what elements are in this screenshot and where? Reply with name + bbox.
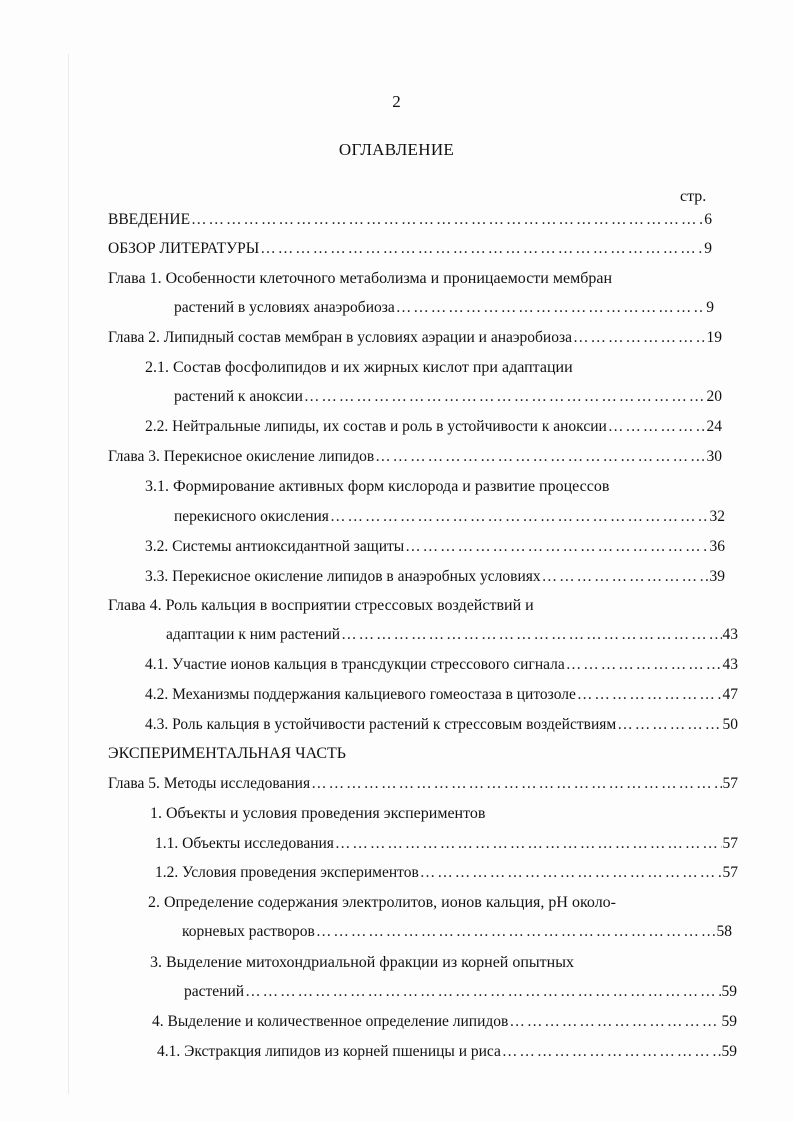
toc-entry [155,861,738,885]
toc-entry [145,565,725,589]
dot-leader [577,683,722,707]
toc-entry-page: 43 [722,626,738,643]
toc-entry [174,385,722,409]
toc-entry-title: растений к аноксии [174,388,303,405]
toc-entry [108,445,722,469]
dot-leader [335,832,722,856]
toc-entry-title: 3.3. Перекисное окисление липидов в анаэробных условиях [145,568,541,585]
toc-entry-title: 2.1. Состав фосфолипидов и их жирных кислот при адаптации [145,359,573,376]
toc-entry [145,713,738,737]
toc-entry [145,415,722,439]
dot-leader [375,445,705,469]
dot-leader [542,565,709,589]
toc-entry-title: адаптации к ним растений [166,626,341,643]
toc-entry-title: 2. Определение содержания электролитов, ионов кальция, рН около- [148,894,617,911]
dot-leader [405,535,708,559]
toc-entry-title: ОБЗОР ЛИТЕРАТУРЫ [108,240,260,257]
toc-entry-title: Глава 1. Особенности клеточного метаболизма и проницаемости мембран [108,270,612,287]
toc-entry-page: 39 [709,568,725,585]
toc-entry-page: 59 [721,1043,737,1060]
toc-entry-title: ВВЕДЕНИЕ [108,211,191,228]
toc-entry [155,832,738,856]
toc-entry [108,208,712,232]
dot-leader [330,505,709,529]
dot-leader [502,1040,721,1064]
toc-entry-title: 1.2. Условия проведения экспериментов [155,864,419,881]
toc-entry-page: 50 [722,716,738,733]
toc-entry-title: Глава 4. Роль кальция в восприятии стрессовых воздействий и [108,597,534,614]
toc-entry [108,237,712,261]
dot-leader [573,326,706,350]
toc-entry-page: 57 [722,835,738,852]
toc-entry-title: растений [184,983,245,1000]
dot-leader [396,296,706,320]
dot-leader [509,1010,720,1034]
toc-entry-title: 3.1. Формирование активных форм кислорода и развитие процессов [145,478,610,495]
toc-entry [174,505,725,529]
toc-entry [157,1040,737,1064]
toc-entry-page: 32 [709,508,725,525]
toc-entry-title: 4.1. Экстракция липидов из корней пшеницы и риса [157,1043,501,1060]
toc-entry-page: 9 [704,240,712,257]
toc-entry-title: растений в условиях анаэробиоза [174,299,395,316]
dot-leader [304,385,706,409]
toc-entry-title: 2.2. Нейтральные липиды, их состав и роль в устойчивости к аноксии [145,418,607,435]
dot-leader [260,237,703,261]
dot-leader [191,208,703,232]
toc-entry-title: Глава 3. Перекисное окисление липидов [108,448,375,465]
toc-entry-page: 20 [706,388,722,405]
toc-entry-page: 59 [721,1013,737,1030]
toc-entry-page: 43 [722,656,738,673]
toc-entry [174,296,714,320]
toc-entry [108,326,722,350]
toc-entry-page: 19 [706,329,722,346]
dot-leader [617,713,721,737]
dot-leader [566,653,722,677]
toc-entry-title: Глава 2. Липидный состав мембран в условиях аэрации и анаэробиоза [108,329,572,346]
toc-entry-title: 1.1. Объекты исследования [155,835,334,852]
dot-leader [341,623,721,647]
toc-entry [145,535,725,559]
dot-leader [608,415,706,439]
toc-entry-title: 4.2. Механизмы поддержания кальциевого гомеостаза в цитозоле [145,686,576,703]
toc-entry-page: 6 [704,211,712,228]
toc-entry [152,1010,737,1034]
dot-leader [420,861,722,885]
dot-leader [316,920,716,944]
toc-heading: ОГЛАВЛЕНИЕ [338,140,455,159]
dot-leader [311,772,721,796]
toc-entry-title: 3.2. Системы антиоксидантной защиты [145,538,405,555]
toc-entry-page: 57 [722,864,738,881]
toc-entry-title: перекисного окисления [174,508,329,525]
toc-entry-page: 30 [706,448,722,465]
toc-entry-title: корневых растворов [182,923,315,940]
toc-entry [184,980,737,1004]
toc-entry [108,772,738,796]
toc-entry [166,623,738,647]
toc-entry-page: 58 [716,923,732,940]
toc-entry-title: 4.3. Роль кальция в устойчивости растений к стрессовым воздействиям [145,716,617,733]
scan-edge [68,54,69,1094]
toc-entry-title: Глава 5. Методы исследования [108,775,311,792]
toc-entry-page: 9 [706,299,714,316]
toc-entry [145,653,738,677]
toc-entry-page: 57 [722,775,738,792]
toc-entry-title: 4.1. Участие ионов кальция в трансдукции стрессового сигнала [145,656,565,673]
toc-entry-page: 59 [721,983,737,1000]
toc-entry [145,683,738,707]
toc-entry-title: 1. Объекты и условия проведения экспериментов [150,805,486,822]
toc-entry-title: 4. Выделение и количественное определение липидов [152,1013,509,1030]
section-title: ЭКСПЕРИМЕНТАЛЬНАЯ ЧАСТЬ [108,745,346,762]
toc-entry-title: 3. Выделение митохондриальной фракции из корней опытных [150,954,574,971]
dot-leader [245,980,720,1004]
toc-entry-page: 24 [706,418,722,435]
toc-entry-page: 47 [722,686,738,703]
toc-entry-page: 36 [709,538,725,555]
page-column-label: стр. [680,188,707,205]
toc-entry [182,920,732,944]
page-number: 2 [392,92,401,111]
